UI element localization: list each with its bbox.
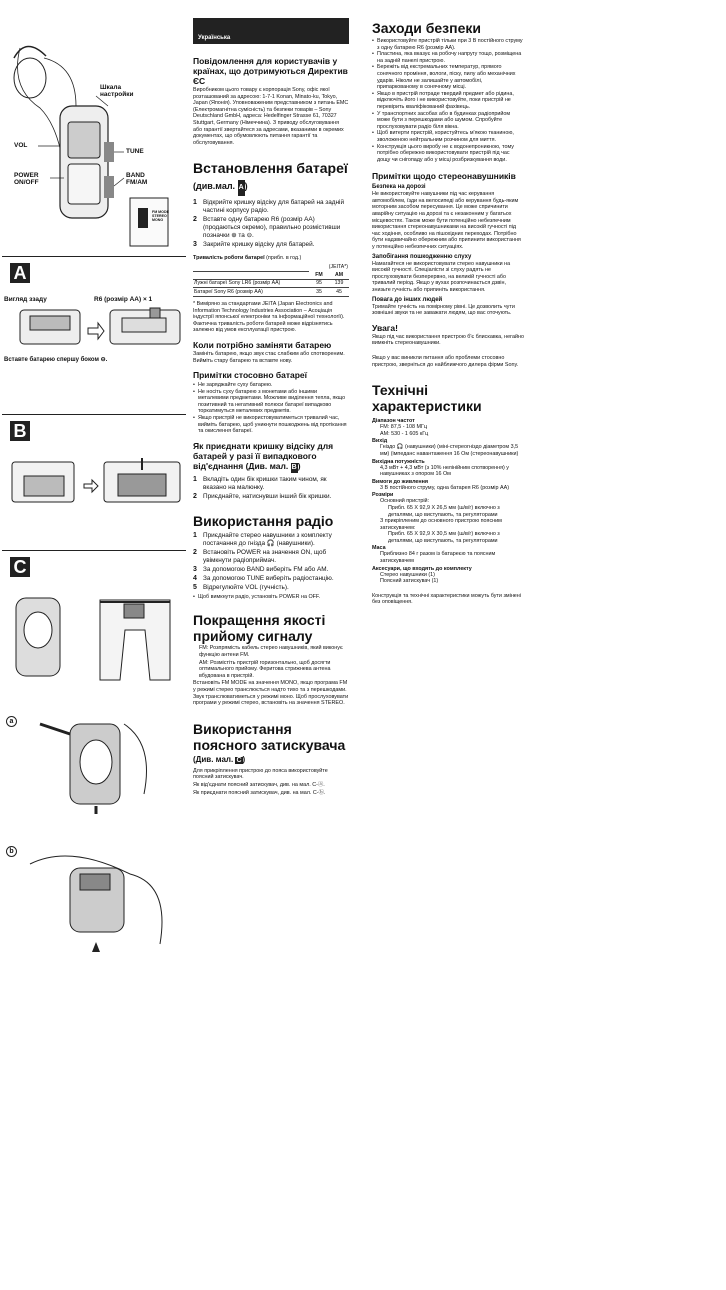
label-battery-size: R6 (розмір AA) × 1 [94,296,153,303]
clip-text-2: Як від'єднати поясний затискувач, див. на мал. C-ⓐ. [193,781,325,788]
reception-mode: Встановіть FM MODE на значення MONO, якщо програма FM у режимі стерео транслюється надто тихо та з перешкодами. Звук транслюватиметься у режимі моно. Щоб прослуховувати програми у режимі стерео, встановіть на значення STEREO. [193,680,349,707]
eu-notice-text: Виробником цього товару є корпорація Sony, офіс якої розташований за адресою: 1-7-1 Konan, Minato-ku, Tokyo, Japan (Японія). Уповноваженим представником з питань ЕМС (Електромагнітна сумісність) та безпеки товарів – Sony Deutschland GmbH, адреса: Hedelfinger Strasse 61, 70327 Stuttgart, Germany (Німеччина). З приводу обслуговування або гарантії звертайтеся за адресами, вказаними в окремих документах, що обумовлюють питання гарантії та обслуговування. [193,87,349,146]
battery-install-steps [193,199,349,249]
others-title: Повага до інших людей [372,296,443,303]
spec-output-label: Вихід [372,438,388,445]
radio-off-note: • Щоб вимкнути радіо, установіть POWER на OFF. [193,594,349,601]
spec-acc-1: Стерео навушники (1) [380,571,435,578]
list-item: 2 Приєднайте, натиснувши інший бік кришки. [193,492,332,500]
label-tuning-scale: Шкала настройки [100,84,134,98]
list-item: 1 Відкрийте кришку відсіку для батарей на задній частині корпусу радіо. [193,199,345,215]
replace-title: Коли потрібно заміняти батарею [193,339,332,350]
list-item: 1 Приєднайте стерео навушники з комплекту постачання до гнізда 🎧 (навушники). [193,531,332,547]
list-item: • Щоб витерти пристрій, користуйтесь м'якою тканиною, зволоженою нейтральним розчином для миття. [372,130,524,143]
spec-am: AM: 530 - 1 605 кГц [380,430,429,437]
table-row: Батареї Sony R6 (розмір AA) 35 45 [193,288,349,297]
battery-insert-illustration [0,304,188,350]
battery-life-table: (JEITA*) FM AM Лужні батареї Sony LR6 (розмір AA) 95 139 Батареї Sony R6 (розмір AA) 35 45 [194,264,348,295]
list-item: • Якщо пристрій не використовуватиметься тривалий час, вийміть батарею, щоб уникнути пошкоджень від протікання та окислення батареї. [193,415,349,435]
label-band: BAND FM/AM [126,172,148,186]
language-bar: Українська [193,18,349,44]
label-sub-a: a [6,716,17,727]
spec-power: 4,3 мВт + 4,3 мВт (з 10% нелінійним спотворення) у навушниках з опором 16 Ом [380,464,509,478]
table-row: Лужні батареї Sony LR6 (розмір AA) 95 139 [193,279,349,288]
label-insert-battery: Вставте батарею спершу боком ⊖. [4,357,108,363]
spec-note: Конструкція та технічні характеристики можуть бути змінені без оповіщення. [372,592,521,606]
warning-text: Якщо під час використання пристрою б'є блискавка, негайно вимкніть стереонавушники. [372,333,524,347]
dealer-text: Якщо у вас виникли питання або проблеми стосовно пристрою, зверніться до найближчого дилера фірми Sony. [372,354,519,368]
spec-fm: FM: 87,5 - 108 МГц [380,424,428,431]
cover-attach-title: Як приєднати кришку відсіку для батарей у разі її випадкового від'єднання (Див. мал. B) [193,440,334,471]
spec-range-label: Діапазон частот [372,418,415,425]
list-item: • Бережіть від екстремальних температур, прямого сонячного проміння, вологи, піску, пилу або механічних ударів. Ніколи не залишайте у автомобілі, припаркованому в сонячному місці. [372,64,524,90]
spec-acc-label: Аксесуари, що входять до комплекту [372,565,472,572]
reception-am: AM: Розмістіть пристрій горизонтально, щоб досягти оптимального прийому. Феритова стрижнева антена вбудована в пристрій. [199,659,331,679]
safety-title: Заходи безпеки [372,20,481,36]
label-sub-b: b [6,846,17,857]
clip-title: Використання поясного затискувача [193,720,346,753]
spec-dim-label: Розміри [372,492,394,499]
spec-dim-clip-value: Прибл. 65 X 92,9 X 30,5 мм (ш/в/г) включно з деталями, що виступають, та регуляторами [388,531,500,544]
label-vol: VOL [14,142,28,149]
belt-clip-illustration [0,590,188,690]
section-b-header: B [2,414,186,440]
headphones-notes-title: Примітки щодо стереонавушників [372,171,516,182]
label-rear-view: Вигляд ззаду [4,296,47,303]
list-item: 4 За допомогою TUNE виберіть радіостанцію. [193,574,334,582]
safety-spec-column [372,18,524,606]
battery-life-note: * Виміряно за стандартами JEITA (Japan Electronics and Information Technology Industries Association – Асоціація індустрії японської електроніки та інформаційної технології). Фактична тривалість роботи батарей може відрізнятись залежно від умов експлуатації пристрою. [193,300,345,334]
list-item: 1 Вкладіть один бік кришки таким чином, як вказано на малюнку. [193,475,327,491]
hearing-title: Запобігання пошкодженню слуху [372,253,472,260]
battery-cover-illustration [0,456,188,510]
battery-notes-list [193,382,349,435]
clip-attach-illustration [20,844,180,954]
list-item: • Пластина, яка вказує на робочу напругу тощо, розміщена на задній панелі пристрою. [372,51,524,64]
safety-list [372,38,524,163]
clip-ref: (Див. мал. C) [193,754,246,764]
spec-dim-main: Основний пристрій: [380,498,430,505]
spec-acc-2: Поясний затискувач (1) [380,578,439,585]
list-item: • Використовуйте пристрій тільки при 3 В постійного струму з одну батарею R6 (розмір AA). [372,38,524,51]
reception-fm: FM: Розпрямість кабель стерео навушників, який виконує функцію антени FM. [199,645,343,659]
section-c-header: C [2,550,186,576]
others-text: Тримайте гучність на помірному рівні. Це дозволить чути зовнішні звуки та не заважати людям, що вас оточують. [372,303,515,317]
battery-install-title: Встановлення батареї (див.мал. A) [193,160,349,196]
cover-attach-steps [193,476,349,501]
list-item: 3 За допомогою BAND виберіть FM або AM. [193,565,329,573]
road-safety-title: Безпека на дорозі [372,184,426,191]
list-item: • Не заряджайте суху батарею. [193,382,349,389]
list-item: • Якщо в пристрій потраде твердий предмет або рідина, відключіть його і не використовуйте, поки пристрій не перевірить кваліфікований фахівець. [372,91,524,111]
list-item: • Конструкція цього виробу не є водонепроникною, тому потрібно обережно використовувати пристрій під час дощу чи снігопаду або у місці розбризкування води. [372,144,524,164]
clip-detach-illustration [20,714,180,814]
clip-text-1: Для прикріплення пристрою до пояса використовуйте поясний затискувач. [193,767,328,781]
spec-dim-clip: З прикріпленим до основного пристрою поясним затискувачем: [380,518,502,531]
replace-text: Замініть батарею, якщо звук стає слабким або спотвореним. Вийміть стару батарею та вставте нову. [193,350,345,364]
warning-title: Увага! [372,322,398,333]
spec-power-label: Вихідна потужність [372,458,425,465]
section-a-header: A [2,256,186,282]
list-item: 2 Вставте одну батарею R6 (розмір AA) (продаються окремо), правильно розмістивши позначки ⊕ та ⊖. [193,216,341,240]
radio-use-title: Використання радіо [193,512,334,529]
spec-mass-label: Маса [372,545,386,552]
list-item: 5 Відрегулюйте VOL (гучність). [193,583,289,591]
spec-mass: Приблизно 84 г разом із батареєю та поясним затискувачем [380,551,496,565]
clip-text-3: Як приєднати поясний затискувач, див. на мал. C-ⓑ. [193,789,326,796]
battery-notes-title: Примітки стосовно батареї [193,370,308,381]
spec-req-label: Вимоги до живлення [372,478,429,485]
reception-title: Покращення якості прийому сигналу [193,612,326,645]
list-item: • У транспортних засобах або в будинках радіоприйом може бути з перешкодами або шумом. Спробуйте прослуховувати радіо біля вікна. [372,111,524,131]
road-safety-text: Не використовуйте навушники під час керування автомобілем, їзди на велосипеді або керування будь-яким моторним засобом пересування. Це може спричинити аварійну ситуацію на дорозі та є незаконним у багатьох місцевостях. Також може бути потенційно небезпечним використання стереонавушниками на високій гучності під час ходіння, особливо на пішохідних переходах. Потрібно бути надзвичайно обережним або припинити використання у потенційно небезпечних ситуаціях. [372,191,521,251]
main-text-column [193,18,349,796]
battery-life-heading: Тривалість роботи батареї (прибл. в год.) [193,255,302,262]
list-item: • Не носіть суху батарею з монетами або іншими металевими предметами. Можливе виділення тепла, якщо позитивний та негативний полюси батареї випадково торкатимуться металевих предметів. [193,389,349,415]
specs-title: Технічні характеристики [372,382,482,415]
list-item: 3 Закрийте кришку відсіку для батарей. [193,241,315,249]
spec-output: Гніздо 🎧 (навушники) (міні-стереогніздо діаметром 3,5 мм) (імпеданс навантаження 16 Ом (стереонавушники) [380,444,519,457]
label-power: POWER ON/OFF [14,172,39,186]
eu-notice-title: Повідомлення для користувачів у країнах, що дотримуються Директив ЄС [193,56,348,86]
list-item: 2 Встановіть POWER на значення ON, щоб увімкнути радіоприймач. [193,548,327,564]
hearing-text: Намагайтеся не використовувати стерео навушники на високій гучності. Спеціалісти зі слуху радять не прослуховувати безперервно, на великій гучності або тривалий період. Якщо у вухах розпочинається дзвін, знизьте гучність або припиніть використання. [372,260,511,293]
label-fm-mode: FM MODE STEREO MONO [152,210,169,222]
spec-req: 3 В постійного струму, одна батарея R6 (розмір AA) [380,484,509,491]
radio-use-steps [193,532,349,592]
spec-dim-main-value: Прибл. 65 X 92,9 X 26,5 мм (ш/в/г) включно з деталями, що виступають, та регуляторами [388,504,500,518]
label-tune: TUNE [126,148,144,155]
